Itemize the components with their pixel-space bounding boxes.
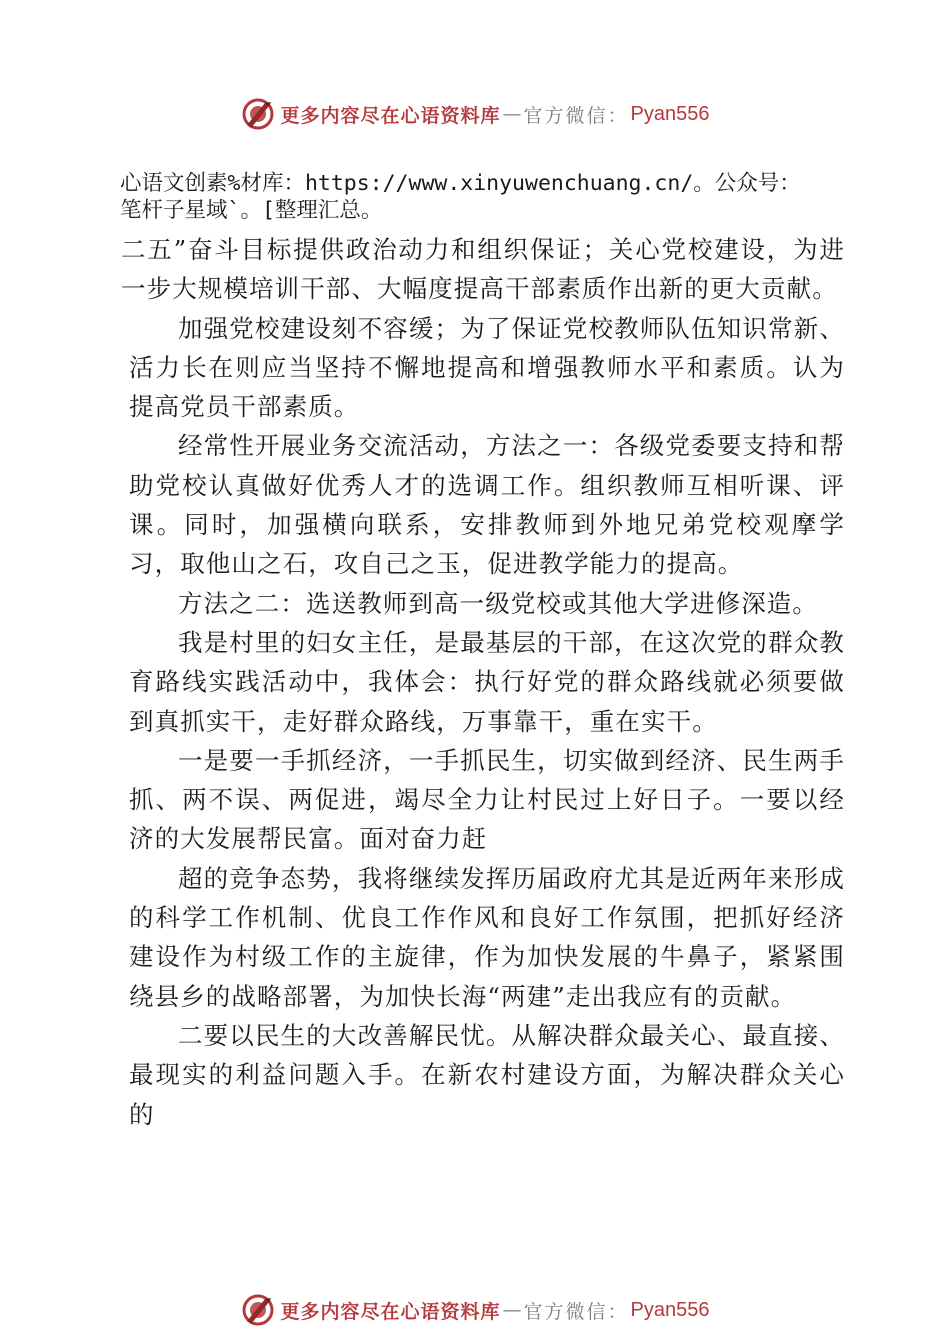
pen-on-disc-logo-icon <box>241 1293 275 1327</box>
source-note <box>120 170 860 224</box>
source-note-line-2: 笔杆子星域`。[整理汇总。 <box>120 198 383 223</box>
paragraph-2: 加强党校建设刻不容缓；为了保证党校教师队伍知识常新、活力长在则应当坚持不懈地提高和增强教师水平和素质。认为提高党员干部素质。 <box>129 313 845 422</box>
paragraph-5: 我是村里的妇女主任，是最基层的干部，在这次党的群众教育路线实践活动中，我体会：执行好党的群众路线就必须要做到真抓实干，走好群众路线，万事靠干，重在实干。 <box>129 627 845 736</box>
banner-separator: — <box>502 103 522 125</box>
paragraph-3: 经常性开展业务交流活动，方法之一：各级党委要支持和帮助党校认真做好优秀人才的选调工作。组织教师互相听课、评课。同时，加强横向联系，安排教师到外地兄弟党校观摩学习，取他山之石，攻自己之玉，促进教学能力的提高。 <box>129 431 845 579</box>
document-body <box>121 230 845 1134</box>
paragraph-1: 二五”奋斗目标提供政治动力和组织保证；关心党校建设，为进一步大规模培训干部、大幅度提高干部素质作出新的更大贡献。 <box>121 235 845 304</box>
source-note-line-1: 心语文创素%材库：https://www.xinyuwenchuang.cn/。公众号： <box>120 171 801 196</box>
banner-wechat-label: 官方微信： <box>523 104 629 127</box>
header-banner <box>0 94 950 134</box>
banner-wechat-id: Pyan556 <box>630 1298 710 1321</box>
footer-banner <box>0 1290 950 1330</box>
banner-wechat-id: Pyan556 <box>630 102 710 125</box>
paragraph-4: 方法之二：选送教师到高一级党校或其他大学进修深造。 <box>178 588 818 618</box>
banner-wechat-label: 官方微信： <box>523 1300 629 1323</box>
paragraph-8: 二要以民生的大改善解民忧。从解决群众最关心、最直接、最现实的利益问题入手。在新农村建设方面，为解决群众关心的 <box>129 1020 845 1129</box>
paragraph-6: 一是要一手抓经济，一手抓民生，切实做到经济、民生两手抓、两不误、两促进，竭尽全力让村民过上好日子。一要以经济的大发展帮民富。面对奋力赶 <box>129 745 845 854</box>
banner-lead-text: 更多内容尽在心语资料库 <box>280 1300 501 1323</box>
banner-separator: — <box>502 1299 522 1321</box>
paragraph-7: 超的竞争态势，我将继续发挥历届政府尤其是近两年来形成的科学工作机制、优良工作作风和良好工作氛围，把抓好经济建设作为村级工作的主旋律，作为加快发展的牛鼻子，紧紧围绕县乡的战略部署，为加快长海“两建”走出我应有的贡献。 <box>129 863 845 1011</box>
pen-on-disc-logo-icon <box>241 97 275 131</box>
banner-lead-text: 更多内容尽在心语资料库 <box>280 104 501 127</box>
